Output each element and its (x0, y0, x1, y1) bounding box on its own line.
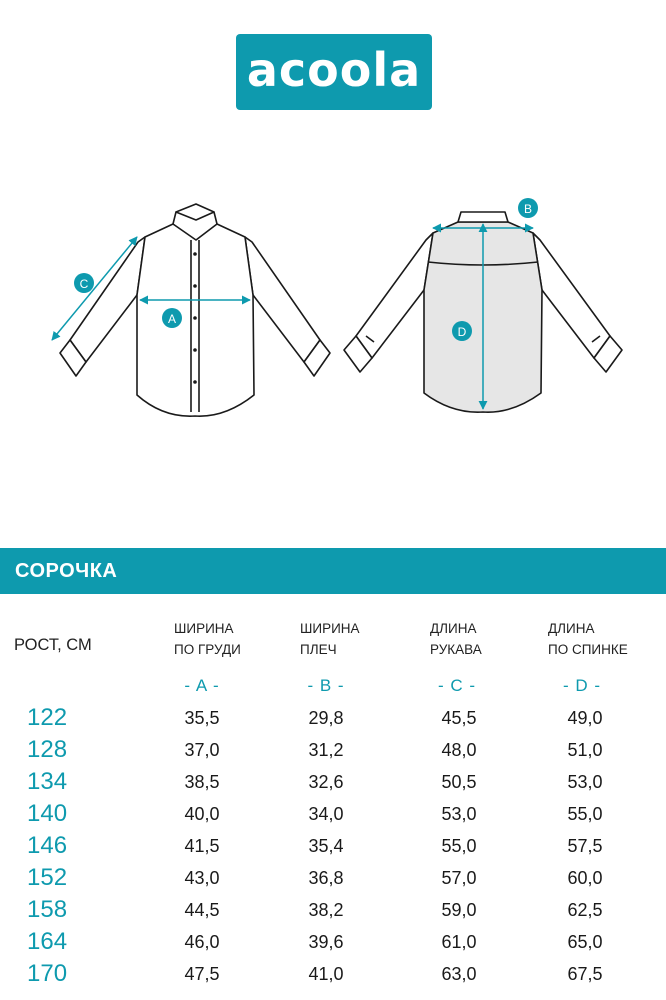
cell-back: 60,0 (567, 868, 603, 888)
row-size: 134 (27, 768, 68, 795)
table-row (0, 864, 666, 896)
cell-back: 65,0 (567, 932, 603, 952)
cell-sleeve: 57,0 (441, 868, 477, 888)
height-column-header: РОСТ, СМ (14, 636, 92, 654)
marker-a: A (167, 312, 177, 326)
table-row (0, 704, 666, 736)
shirt-measurement-diagram (0, 190, 666, 430)
section-title: СОРОЧКА (15, 559, 118, 582)
row-size: 146 (27, 832, 68, 859)
cell-shoulder: 31,2 (308, 740, 344, 760)
cell-back: 67,5 (567, 964, 603, 984)
cell-shoulder: 36,8 (308, 868, 344, 888)
shirt-front-drawing (60, 204, 330, 416)
cell-chest: 35,5 (184, 708, 220, 728)
column-header-chest: ШИРИНА ПО ГРУДИ (174, 621, 241, 657)
table-row (0, 736, 666, 768)
section-header (0, 548, 666, 594)
cell-back: 62,5 (567, 900, 603, 920)
cell-sleeve: 63,0 (441, 964, 477, 984)
cell-back: 51,0 (567, 740, 603, 760)
row-size: 140 (27, 800, 68, 827)
column-header-shoulder: ШИРИНА ПЛЕЧ (300, 621, 360, 657)
cell-sleeve: 53,0 (441, 804, 477, 824)
cell-sleeve: 50,5 (441, 772, 477, 792)
marker-c: C (79, 277, 89, 291)
table-row (0, 800, 666, 832)
cell-shoulder: 39,6 (308, 932, 344, 952)
table-row (0, 832, 666, 864)
cell-chest: 44,5 (184, 900, 220, 920)
row-size: 122 (27, 704, 68, 731)
cell-shoulder: 32,6 (308, 772, 344, 792)
cell-shoulder: 29,8 (308, 708, 344, 728)
cell-shoulder: 41,0 (308, 964, 344, 984)
cell-sleeve: 48,0 (441, 740, 477, 760)
cell-back: 55,0 (567, 804, 603, 824)
cell-chest: 43,0 (184, 868, 220, 888)
cell-sleeve: 45,5 (441, 708, 477, 728)
cell-chest: 47,5 (184, 964, 220, 984)
cell-chest: 38,5 (184, 772, 220, 792)
cell-shoulder: 38,2 (308, 900, 344, 920)
column-letter-b: - B - (307, 676, 345, 695)
row-size: 128 (27, 736, 68, 763)
cell-sleeve: 61,0 (441, 932, 477, 952)
cell-chest: 37,0 (184, 740, 220, 760)
row-size: 164 (27, 928, 68, 955)
cell-back: 57,5 (567, 836, 603, 856)
marker-b: B (523, 202, 533, 216)
marker-d: D (457, 325, 467, 339)
cell-shoulder: 35,4 (308, 836, 344, 856)
cell-sleeve: 59,0 (441, 900, 477, 920)
table-row (0, 768, 666, 800)
row-size: 152 (27, 864, 68, 891)
column-header-back: ДЛИНА ПО СПИНКЕ (548, 621, 628, 657)
column-letter-c: - C - (437, 676, 477, 695)
brand-logo (236, 34, 432, 110)
column-letter-a: - A - (184, 676, 220, 695)
cell-back: 49,0 (567, 708, 603, 728)
cell-sleeve: 55,0 (441, 836, 477, 856)
row-size: 158 (27, 896, 68, 923)
table-row (0, 928, 666, 960)
cell-chest: 46,0 (184, 932, 220, 952)
table-row (0, 960, 666, 992)
cell-chest: 40,0 (184, 804, 220, 824)
row-size: 170 (27, 960, 68, 987)
table-row (0, 896, 666, 928)
brand-logo-text: acoola (246, 43, 422, 97)
cell-back: 53,0 (567, 772, 603, 792)
column-letter-d: - D - (562, 676, 602, 695)
column-header-sleeve: ДЛИНА РУКАВА (430, 621, 482, 657)
cell-shoulder: 34,0 (308, 804, 344, 824)
cell-chest: 41,5 (184, 836, 220, 856)
